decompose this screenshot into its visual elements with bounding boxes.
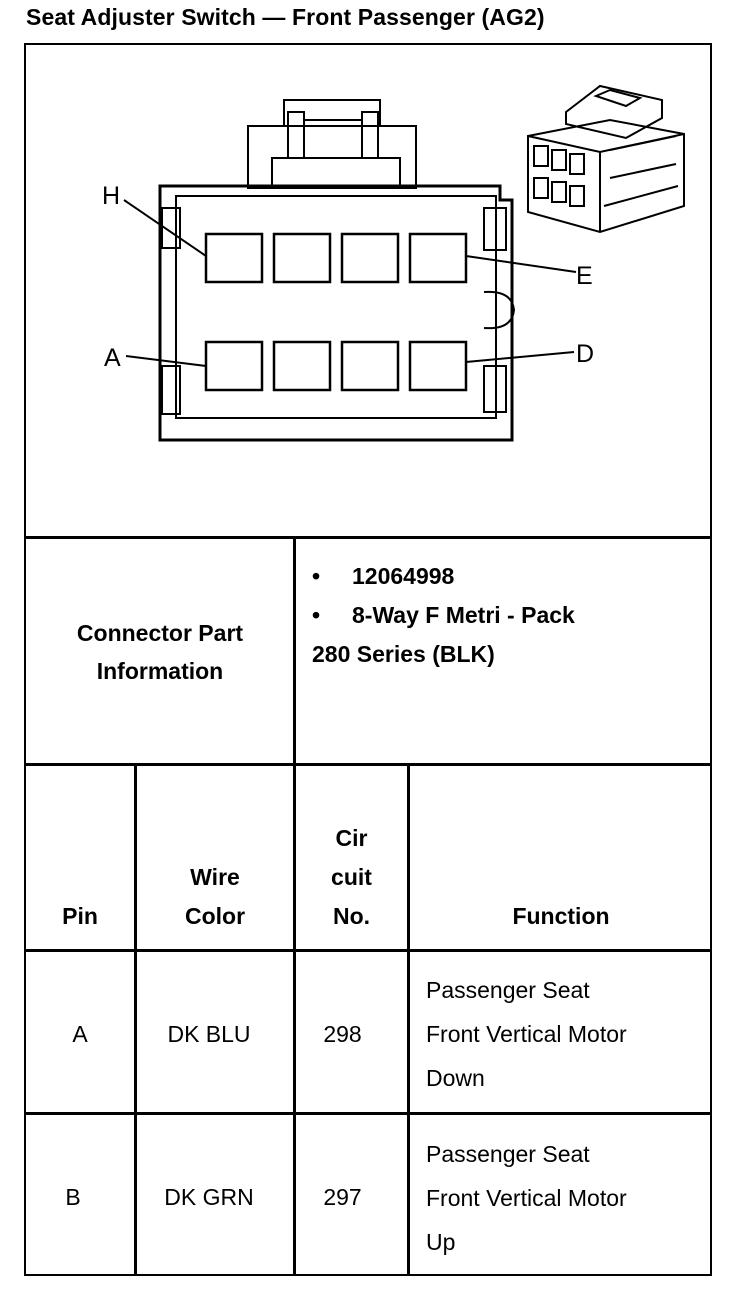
pin-label-d: D <box>576 340 595 368</box>
latch-tab-left <box>288 112 304 158</box>
connector-isometric <box>528 86 684 232</box>
divider <box>24 949 712 952</box>
header-function: Function <box>512 903 610 929</box>
cell-pin: B <box>65 1184 81 1210</box>
cavity <box>274 234 330 282</box>
cavity-d <box>410 342 466 390</box>
housing-inner <box>176 196 496 418</box>
cell-wire-color: DK BLU <box>167 1021 251 1047</box>
latch-tab-right <box>362 112 378 158</box>
housing-outer <box>160 186 512 440</box>
leader-d <box>466 352 574 362</box>
cell-function: Passenger Seat Front Vertical Motor Down <box>426 977 627 1091</box>
connector-label-line2: Information <box>96 658 224 684</box>
header-wire-color: Wire Color <box>184 864 246 929</box>
connector-type: 8-Way F Metri - Pack <box>352 602 575 628</box>
connector-details <box>312 557 575 674</box>
cavity <box>342 234 398 282</box>
cell-circuit: 297 <box>323 1184 362 1210</box>
connector-face-drawing <box>26 46 712 536</box>
cavity <box>274 342 330 390</box>
cavity-a <box>206 342 262 390</box>
bullet-dot: • <box>312 563 321 589</box>
cell-function: Passenger Seat Front Vertical Motor Up <box>426 1141 627 1255</box>
pin-label-e: E <box>576 262 593 290</box>
connector-diagram <box>26 46 712 536</box>
bullet-item <box>312 557 575 596</box>
bullet-item <box>312 596 575 635</box>
connector-part-label <box>26 540 294 764</box>
latch-body <box>272 158 400 188</box>
leader-a <box>126 356 206 366</box>
corner-lug <box>162 366 180 414</box>
cavity <box>342 342 398 390</box>
connector-label-line1: Connector Part <box>76 620 244 646</box>
divider <box>24 1112 712 1115</box>
cavity-h <box>206 234 262 282</box>
cell-pin: A <box>72 1021 88 1047</box>
header-circuit-no: Cir cuit No. <box>331 825 372 929</box>
pin-label-h: H <box>102 182 121 210</box>
keyway <box>484 292 514 328</box>
cavity-e <box>410 234 466 282</box>
divider <box>24 536 712 539</box>
header-pin: Pin <box>62 903 98 929</box>
cell-wire-color: DK GRN <box>164 1184 254 1210</box>
pin-label-a: A <box>104 344 121 372</box>
leader-e <box>466 256 576 272</box>
page-title: Seat Adjuster Switch — Front Passenger (AG2) <box>26 4 545 30</box>
divider <box>407 765 410 1276</box>
cell-circuit: 298 <box>323 1021 362 1047</box>
part-number: 12064998 <box>352 563 455 589</box>
connector-series: 280 Series (BLK) <box>312 641 495 667</box>
bullet-dot: • <box>312 602 321 628</box>
